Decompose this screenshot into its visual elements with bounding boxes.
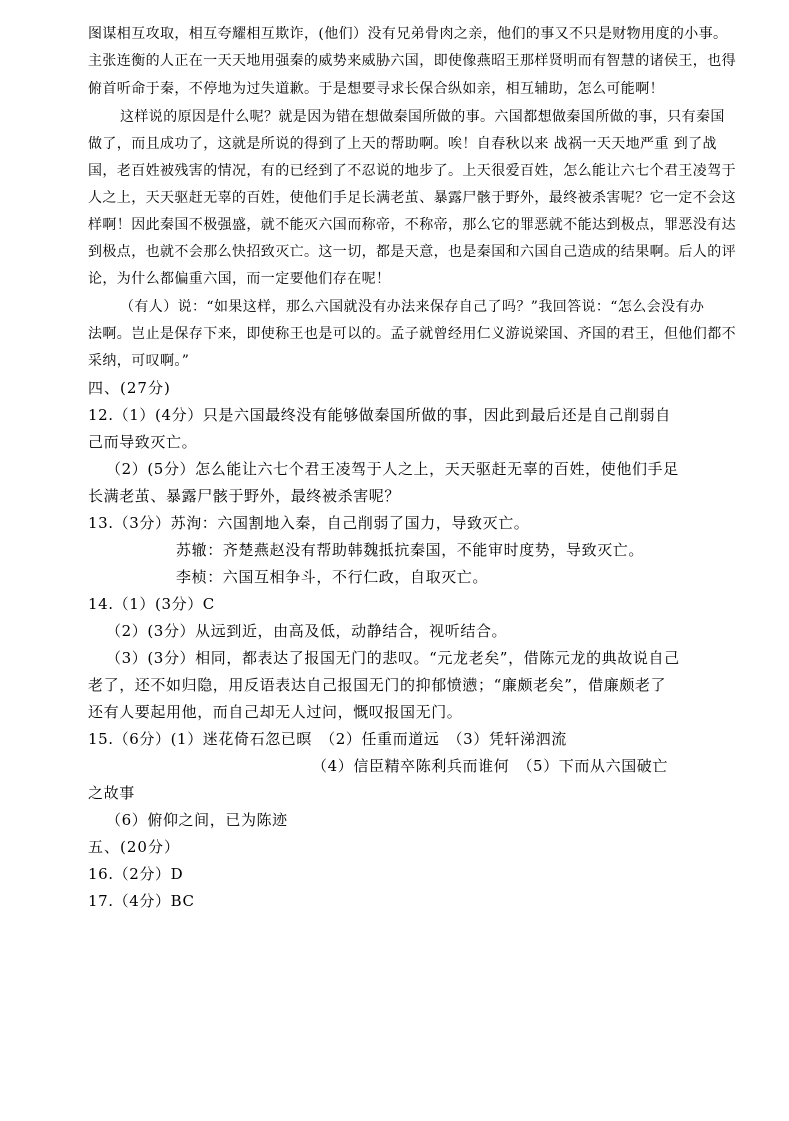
- answer-line: 还有人要起用他，而自己却无人过问，慨叹报国无门。: [88, 703, 463, 721]
- answer-line: （3）(3分）相同，都表达了报国无门的悲叹。“元龙老矣”，借陈元龙的典故说自己: [106, 649, 680, 667]
- text-line: 采纳，可叹啊。”: [88, 353, 190, 369]
- answer-line: （2）(3分）从远到近，由高及低，动静结合，视听结合。: [106, 622, 508, 640]
- answer-line: （4）信臣精卒陈利兵而谁何 （5）下而从六国破亡: [312, 757, 668, 775]
- answer-line: 15.（6分）(1）迷花倚石忽已暝 （2）任重而道远 （3）凭轩涕泗流: [88, 730, 567, 748]
- answer-line: 16.（2分）D: [88, 865, 184, 883]
- answer-line: 己而导致灭亡。: [88, 433, 198, 451]
- answer-line: 长满老茧、暴露尸骸于野外，最终被杀害呢？: [88, 487, 401, 505]
- text-line: 法啊。岂止是保存下来，即使称王也是可以的。孟子就曾经用仁义游说梁国、齐国的君王，但他们都不: [88, 326, 736, 342]
- text-line: 论，为什么都偏重六国，而一定要他们存在呢！: [88, 271, 391, 287]
- answer-line: 老了，还不如归隐，用反语表达自己报国无门的抑郁愤懑；“廉颇老矣”，借廉颇老了: [88, 676, 667, 694]
- text-line: 俯首听命于秦，不停地为过失道歉。于是想要寻求长保合纵如亲，相互辅助，怎么可能啊！: [88, 81, 664, 97]
- answer-line: 之故事: [88, 784, 135, 802]
- answer-line: 12.（1）(4分）只是六国最终没有能够做秦国所做的事，因此到最后还是自己削弱自: [88, 406, 671, 424]
- text-line: 这样说的原因是什么呢？就是因为错在想做秦国所做的事。六国都想做秦国所做的事，只有秦国: [120, 109, 725, 125]
- text-line: 到极点，也就不会那么快招致灭亡。这一切，都是天意，也是秦国和六国自己造成的结果啊。后人的评: [88, 244, 736, 260]
- section-heading: 四、(27分): [88, 379, 171, 397]
- answer-line: 17.（4分）BC: [88, 892, 195, 910]
- section-heading: 五、(20分）: [88, 838, 180, 856]
- answer-line: 苏辙：齐楚燕赵没有帮助韩魏抵抗秦国，不能审时度势，导致灭亡。: [176, 541, 645, 559]
- answer-line: 李桢：六国互相争斗，不行仁政，自取灭亡。: [176, 568, 489, 586]
- answer-line: （2）(5分）怎么能让六七个君王凌驾于人之上，天天驱赶无辜的百姓，使他们手足: [106, 460, 679, 478]
- text-line: 图谋相互攻取，相互夸耀相互欺诈，(他们）没有兄弟骨肉之亲，他们的事又不只是财物用度的小事。: [88, 26, 728, 42]
- text-line: 国，老百姓被残害的情况，有的已经到了不忍说的地步了。上天很爱百姓，怎么能让六七个君王凌驾于: [88, 163, 736, 179]
- answer-line: （6）俯仰之间，已为陈迹: [106, 811, 288, 829]
- text-line: （有人）说：“如果这样，那么六国就没有办法来保存自己了吗？”我回答说：“怎么会没有办: [120, 299, 705, 315]
- answer-line: 14.（1）(3分）C: [88, 595, 215, 613]
- text-line: 人之上，天天驱赶无辜的百姓，使他们手足长满老茧、暴露尸骸于野外，最终被杀害呢？它一定不会这: [88, 190, 736, 206]
- text-line: 主张连衡的人正在一天天地用强秦的威势来威胁六国，即使像燕昭王那样贤明而有智慧的诸侯王，也得: [88, 53, 736, 69]
- text-line: 样啊！因此秦国不极强盛，就不能灭六国而称帝，不称帝，那么它的罪恶就不能达到极点，罪恶没有达: [88, 217, 736, 233]
- answer-line: 13.（3分）苏洵：六国割地入秦，自己削弱了国力，导致灭亡。: [88, 514, 530, 532]
- text-line: 做了，而且成功了，这就是所说的得到了上天的帮助啊。唉！自春秋以来 战祸一天天地严重 到了战: [88, 136, 717, 152]
